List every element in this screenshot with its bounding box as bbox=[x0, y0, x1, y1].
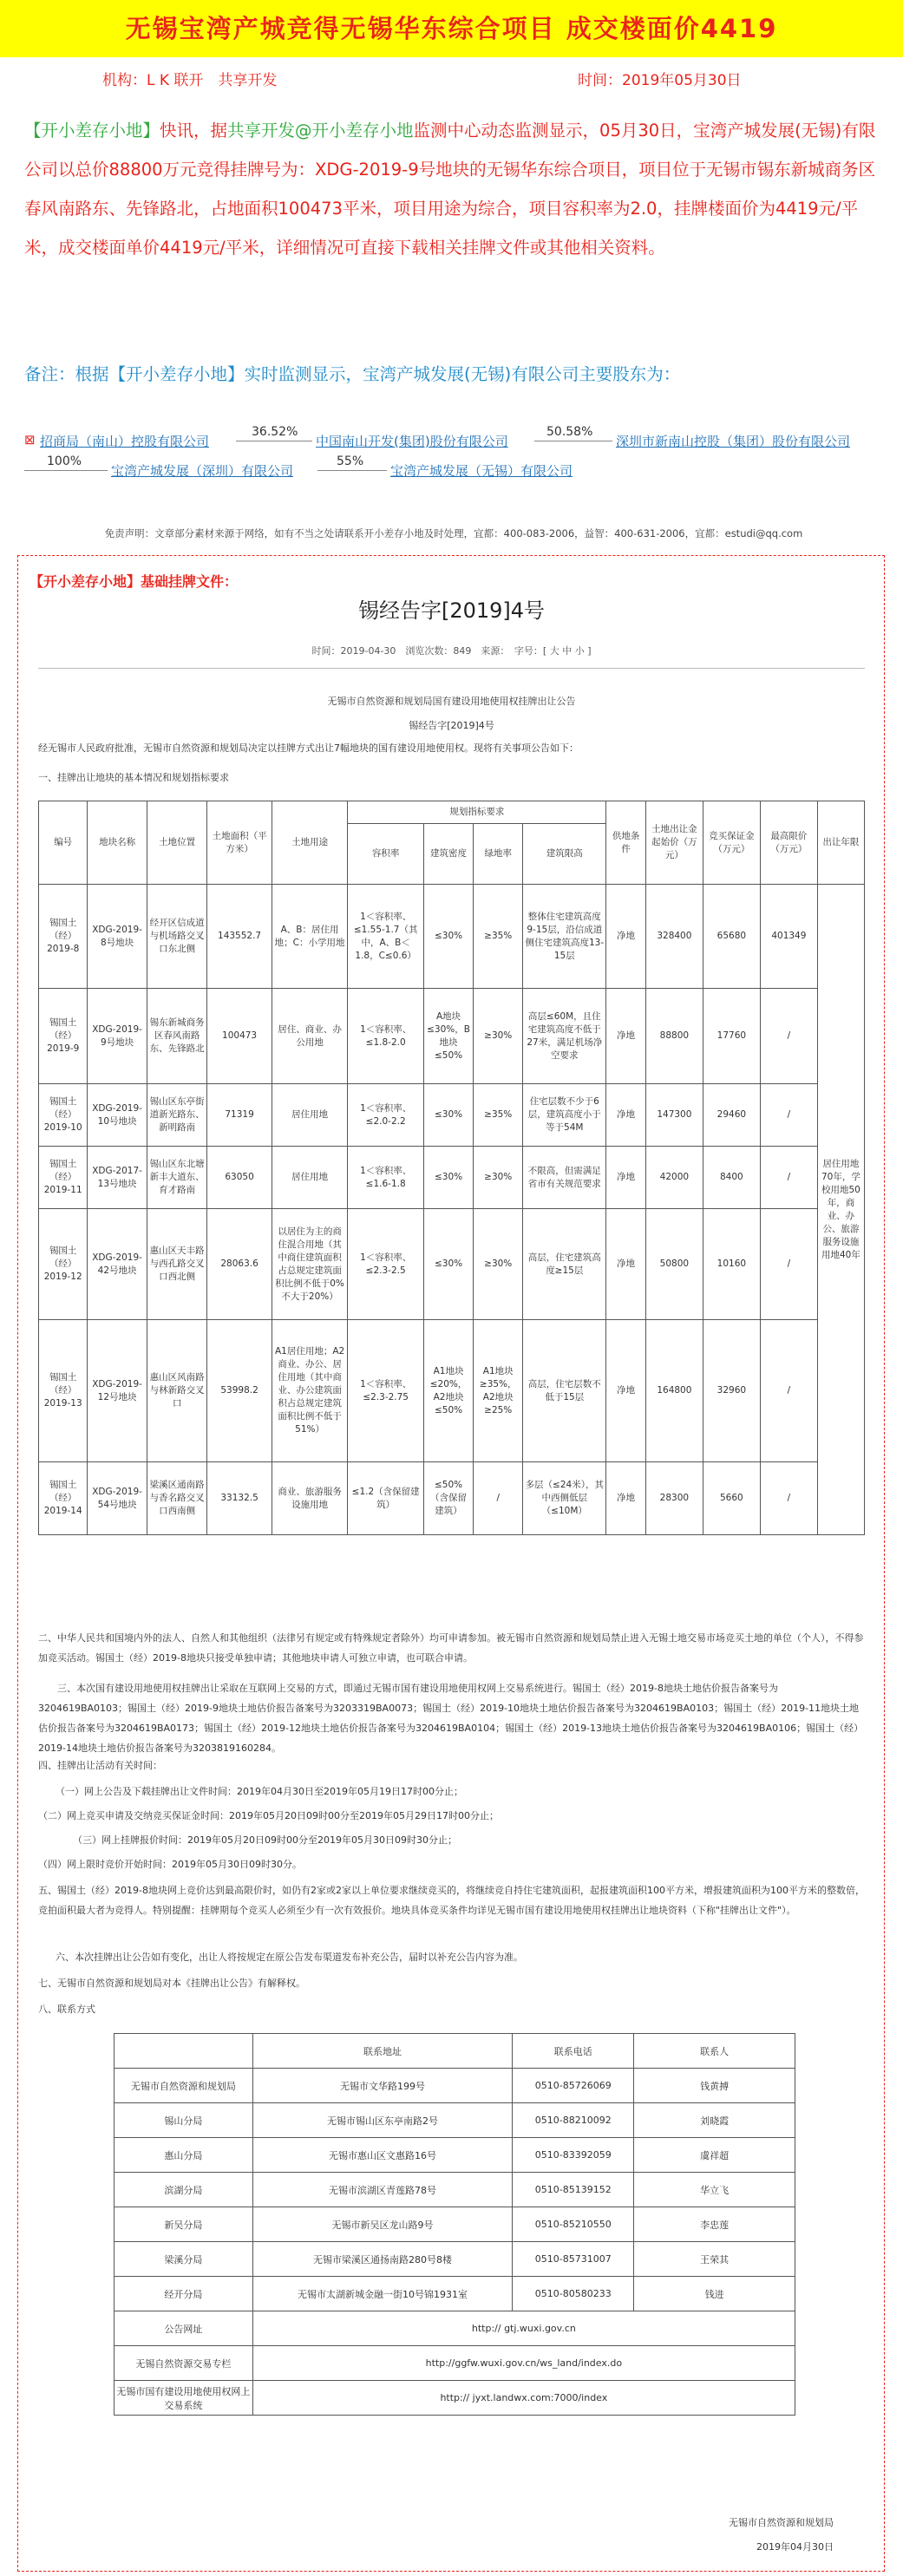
cell: ≥30% bbox=[474, 1209, 523, 1320]
cell: 50800 bbox=[645, 1209, 703, 1320]
cell: 净地 bbox=[606, 1320, 646, 1462]
cell: ≤50%（含保留建筑） bbox=[423, 1462, 473, 1535]
cell: / bbox=[760, 1147, 817, 1209]
cell: 净地 bbox=[606, 885, 646, 989]
cell: ≤30% bbox=[423, 885, 473, 989]
cell: 商业、旅游服务设施用地 bbox=[272, 1462, 348, 1535]
cell: ≥30% bbox=[474, 1147, 523, 1209]
company-5-link[interactable]: 宝湾产城发展（无锡）有限公司 bbox=[390, 463, 573, 479]
cell: XDG-2019-10号地块 bbox=[88, 1084, 147, 1147]
cell: 147300 bbox=[645, 1084, 703, 1147]
doc-intro: 经无锡市人民政府批准，无锡市自然资源和规划局决定以挂牌方式出让7幅地块的国有建设用地使用权。现将有关事项公告如下： bbox=[38, 742, 579, 754]
time-4: （四）网上限时竞价开始时间：2019年05月30日09时30分。 bbox=[38, 1859, 302, 1870]
cell: 无锡市太湖新城金融一街10号锦1931室 bbox=[252, 2277, 513, 2311]
cell: 5660 bbox=[703, 1462, 760, 1535]
cell: 经开区信成道与机场路交叉口东北侧 bbox=[147, 885, 207, 989]
cell: 新吴分局 bbox=[115, 2207, 253, 2242]
doc-meta: 时间：2019-04-30 浏览次数：849 来源： 字号：[ 大 中 小 ] bbox=[311, 645, 592, 657]
doc-title: 锡经告字[2019]4号 bbox=[357, 598, 546, 623]
logo-icon: ⊠ bbox=[24, 432, 36, 448]
cell: 0510-83392059 bbox=[513, 2138, 634, 2173]
cell: 居住用地 bbox=[272, 1147, 348, 1209]
lead-text-1: 快讯，据 bbox=[160, 121, 228, 141]
cell: 42000 bbox=[645, 1147, 703, 1209]
cell: 李忠莲 bbox=[634, 2207, 795, 2242]
section-6: 六、本次挂牌出让公告如有变化，出让人将按规定在原公告发布渠道发布补充公告，届时以补充公告内容为准。 bbox=[56, 1952, 523, 1963]
cell: 无锡市文华路199号 bbox=[252, 2069, 513, 2103]
cell: 滨湖分局 bbox=[115, 2173, 253, 2207]
lead-source-link[interactable]: 共享开发@开小差存小地 bbox=[227, 121, 414, 141]
cell: 1＜容积率、≤2.3-2.5 bbox=[348, 1209, 424, 1320]
cell: 锡国土（经）2019-8 bbox=[39, 885, 88, 989]
h-name: 地块名称 bbox=[88, 801, 147, 885]
cell: 净地 bbox=[606, 1462, 646, 1535]
cell: 65680 bbox=[703, 885, 760, 989]
table-row bbox=[39, 1320, 865, 1462]
section-5: 五、锡国土（经）2019-8地块网上竞价达到最高限价时，如仍有2家或2家以上单位要求继续竞买的，将继续竞自持住宅建筑面积，起报建筑面积100平方米，增报建筑面积为100平方米的整数倍，竞拍面积最大者为竞得人。特别提醒：挂牌期每个竞买人必须至少有一次有效报价。地块具体竞买条件均详见无锡市国有建设用地使用权挂牌出让地块资料（下称"挂牌出让文件"）。 bbox=[38, 1885, 865, 1916]
pct-4: 55% bbox=[337, 454, 364, 468]
cell: / bbox=[474, 1462, 523, 1535]
cell: 居住、商业、办公用地 bbox=[272, 989, 348, 1084]
cell: 无锡市梁溪区通扬南路280号8楼 bbox=[252, 2242, 513, 2277]
cell: 29460 bbox=[703, 1084, 760, 1147]
cell: 刘晓霞 bbox=[634, 2103, 795, 2138]
h-start: 土地出让金起始价（万元） bbox=[645, 801, 703, 885]
pct-3: 100% bbox=[47, 454, 82, 468]
cell: 1＜容积率、≤2.0-2.2 bbox=[348, 1084, 424, 1147]
h-deposit: 竞买保证金（万元） bbox=[703, 801, 760, 885]
doc-heading: 无锡市自然资源和规划局国有建设用地使用权挂牌出让公告 bbox=[327, 696, 576, 707]
cell: ≥35% bbox=[474, 1084, 523, 1147]
cell: 净地 bbox=[606, 1084, 646, 1147]
contact-row bbox=[115, 2138, 795, 2173]
time-label: 时间：2019年05月30日 bbox=[578, 72, 742, 89]
contact-row bbox=[115, 2242, 795, 2277]
link-row bbox=[115, 2381, 795, 2416]
cell: ≤30% bbox=[423, 1209, 473, 1320]
cell: A、B：居住用地；C：小学用地 bbox=[272, 885, 348, 989]
cell: XDG-2019-54号地块 bbox=[88, 1462, 147, 1535]
cell: 88800 bbox=[645, 989, 703, 1084]
cell: 1＜容积率、≤1.8-2.0 bbox=[348, 989, 424, 1084]
section-7: 七、无锡市自然资源和规划局对本《挂牌出让公告》有解释权。 bbox=[38, 1978, 305, 1989]
contact-row bbox=[115, 2103, 795, 2138]
cell: 净地 bbox=[606, 1147, 646, 1209]
h-area: 土地面积（平方米） bbox=[207, 801, 272, 885]
h-no: 编号 bbox=[39, 801, 88, 885]
cell: 公告网址 bbox=[115, 2311, 253, 2346]
h-years: 出让年限 bbox=[817, 801, 864, 885]
trading-column-link[interactable]: http://ggfw.wuxi.gov.cn/ws_land/index.do bbox=[252, 2346, 795, 2381]
company-3-link[interactable]: 深圳市新南山控股（集团）股份有限公司 bbox=[616, 434, 851, 449]
table-row bbox=[39, 1462, 865, 1535]
cell: 钱进 bbox=[634, 2277, 795, 2311]
cell: 王荣其 bbox=[634, 2242, 795, 2277]
h-use: 土地用途 bbox=[272, 801, 348, 885]
cell: 0510-80580233 bbox=[513, 2277, 634, 2311]
h-far: 容积率 bbox=[348, 824, 424, 885]
frame-title: 【开小差存小地】基础挂牌文件： bbox=[29, 573, 239, 590]
cell: XDG-2019-8号地块 bbox=[88, 885, 147, 989]
page-title: 无锡宝湾产城竞得无锡华东综合项目 成交楼面价4419 bbox=[0, 0, 903, 57]
cell: 8400 bbox=[703, 1147, 760, 1209]
cell: 以居住为主的商住混合用地（其中商住建筑面积占总规定建筑面积比例不低于0%不大于20%） bbox=[272, 1209, 348, 1320]
pct-2: 50.58% bbox=[546, 425, 593, 439]
section-2: 二、中华人民共和国境内外的法人、自然人和其他组织（法律另有规定或有特殊规定者除外）均可申请参加。被无锡市自然资源和规划局禁止进入无锡土地交易市场竞买土地的单位（个人），不得参加竞买活动。锡国土（经）2019-8地块只接受单独申请；其他地块申请人可独立申请，也可联合申请。 bbox=[38, 1632, 864, 1664]
land-table bbox=[38, 801, 865, 1535]
cell: 100473 bbox=[207, 989, 272, 1084]
section-8: 八、联系方式 bbox=[38, 2004, 95, 2015]
link-row bbox=[115, 2346, 795, 2381]
cell: 住宅层数不少于6层，建筑高度小于等于54M bbox=[523, 1084, 606, 1147]
cell: 28300 bbox=[645, 1462, 703, 1535]
company-4-link[interactable]: 宝湾产城发展（深圳）有限公司 bbox=[111, 463, 294, 479]
cell: 锡国土（经）2019-10 bbox=[39, 1084, 88, 1147]
time-3: （三）网上挂牌报价时间：2019年05月20日09时00分至2019年05月30日09时30分止； bbox=[73, 1834, 457, 1846]
cell: A1地块≥35%，A2地块≥25% bbox=[474, 1320, 523, 1462]
lead-text-2: 监测中心动态监测显示，05月30日，宝湾产城发展(无锡)有限公司以总价88800万元竞得挂牌号为：XDG-2019-9号地块的无锡华东综合项目，项目位于无锡市锡东新城商务区春风南路东、先锋路北，占地面积100473平米，项目用途为综合，项目容积率为2.0，挂牌楼面价为4419元/平米，成交楼面单价4419元/平米，详细情况可直接下载相关挂牌文件或其他相关资料。 bbox=[24, 121, 876, 258]
cell: 0510-88210092 bbox=[513, 2103, 634, 2138]
table-row bbox=[39, 1147, 865, 1209]
cell: / bbox=[760, 1320, 817, 1462]
cell: 0510-85139152 bbox=[513, 2173, 634, 2207]
h-plan: 规划指标要求 bbox=[348, 801, 606, 824]
cell: 钱黄搏 bbox=[634, 2069, 795, 2103]
signature-date: 2019年04月30日 bbox=[756, 2541, 834, 2553]
cell: 净地 bbox=[606, 1209, 646, 1320]
h-max: 最高限价（万元） bbox=[760, 801, 817, 885]
cell: ≥30% bbox=[474, 989, 523, 1084]
table-row bbox=[39, 989, 865, 1084]
table-row bbox=[39, 885, 865, 989]
cell: 锡国土（经）2019-14 bbox=[39, 1462, 88, 1535]
cell: 无锡市锡山区东亭南路2号 bbox=[252, 2103, 513, 2138]
cell: 锡国土（经）2019-11 bbox=[39, 1147, 88, 1209]
cell: 无锡市惠山区文惠路16号 bbox=[252, 2138, 513, 2173]
cell: 整体住宅建筑高度9-15层，沿信成道侧住宅建筑高度13-15层 bbox=[523, 885, 606, 989]
cell: 53998.2 bbox=[207, 1320, 272, 1462]
h-height: 建筑限高 bbox=[523, 824, 606, 885]
divider bbox=[38, 668, 865, 669]
company-2-link[interactable]: 中国南山开发(集团)股份有限公司 bbox=[316, 434, 508, 449]
contact-row bbox=[115, 2207, 795, 2242]
cell: 高层，住宅层数不低于15层 bbox=[523, 1320, 606, 1462]
cell: XDG-2017-13号地块 bbox=[88, 1147, 147, 1209]
cell: 无锡自然资源交易专栏 bbox=[115, 2346, 253, 2381]
time-1: （一）网上公告及下载挂牌出让文件时间：2019年04月30日至2019年05月19日17时00分止； bbox=[56, 1786, 463, 1797]
contact-row bbox=[115, 2173, 795, 2207]
cell: XDG-2019-12号地块 bbox=[88, 1320, 147, 1462]
cell: 锡国土（经）2019-13 bbox=[39, 1320, 88, 1462]
h-dens: 建筑密度 bbox=[423, 824, 473, 885]
cell: 401349 bbox=[760, 885, 817, 989]
contact-h1: 联系地址 bbox=[252, 2034, 513, 2069]
cell: 高层，住宅建筑高度≥15层 bbox=[523, 1209, 606, 1320]
table-row bbox=[39, 1084, 865, 1147]
cell: ≤1.2（含保留建筑） bbox=[348, 1462, 424, 1535]
cell: 锡东新城商务区春风南路东、先锋路北 bbox=[147, 989, 207, 1084]
cell: 1＜容积率、≤1.55-1.7（其中，A、B＜1.8，C≤0.6） bbox=[348, 885, 424, 989]
cell: 32960 bbox=[703, 1320, 760, 1462]
doc-subheading: 锡经告字[2019]4号 bbox=[409, 720, 494, 731]
cell: / bbox=[760, 1084, 817, 1147]
section-3: 三、本次国有建设用地使用权挂牌出让采取在互联网上交易的方式，即通过无锡市国有建设用地使用权网上交易系统进行。锡国土（经）2019-8地块土地估价报告备案号为3204619BA0103；锡国土（经）2019-9地块土地估价报告备案号为3203319BA0073；锡国土（经）2019-10地块土地估价报告备案号为3204619BA0103；锡国土（经）2019-11地块土地估价报告备案号为3204619BA0173；锡国土（经）2019-12地块土地估价报告备案号为3204619BA0104；锡国土（经）2019-13地块土地估价报告备案号为3204619BA0106；锡国土（经）2019-14地块土地估价报告备案号为3203819160284。 bbox=[38, 1683, 864, 1754]
cell: 0510-85731007 bbox=[513, 2242, 634, 2277]
cell: 经开分局 bbox=[115, 2277, 253, 2311]
cell: 10160 bbox=[703, 1209, 760, 1320]
h-green: 绿地率 bbox=[474, 824, 523, 885]
h-supply: 供地条件 bbox=[606, 801, 646, 885]
arrow-4 bbox=[317, 470, 387, 471]
cell: 33132.5 bbox=[207, 1462, 272, 1535]
contact-row bbox=[115, 2277, 795, 2311]
cell: XDG-2019-42号地块 bbox=[88, 1209, 147, 1320]
website-link[interactable]: http:// gtj.wuxi.gov.cn bbox=[252, 2311, 795, 2346]
contact-table bbox=[114, 2033, 795, 2416]
section-4: 四、挂牌出让活动有关时间： bbox=[38, 1760, 162, 1771]
table-row bbox=[39, 1209, 865, 1320]
cell: XDG-2019-9号地块 bbox=[88, 989, 147, 1084]
cell: / bbox=[760, 989, 817, 1084]
cell: 143552.7 bbox=[207, 885, 272, 989]
cell: 惠山分局 bbox=[115, 2138, 253, 2173]
cell: 无锡市国有建设用地使用权网上交易系统 bbox=[115, 2381, 253, 2416]
lead-paragraph bbox=[24, 111, 883, 267]
company-1-link[interactable]: 招商局（南山）控股有限公司 bbox=[40, 434, 210, 449]
cell: 锡山分局 bbox=[115, 2103, 253, 2138]
cell: 63050 bbox=[207, 1147, 272, 1209]
cell: 锡山区东北塘新丰大道东、育才路南 bbox=[147, 1147, 207, 1209]
contact-h0 bbox=[115, 2034, 253, 2069]
cell: 328400 bbox=[645, 885, 703, 989]
cell: 17760 bbox=[703, 989, 760, 1084]
cell: 无锡市新吴区龙山路9号 bbox=[252, 2207, 513, 2242]
cell: ≤30% bbox=[423, 1147, 473, 1209]
cell: 锡国土（经）2019-12 bbox=[39, 1209, 88, 1320]
signature-org: 无锡市自然资源和规划局 bbox=[729, 2517, 834, 2528]
cell: 梁溪分局 bbox=[115, 2242, 253, 2277]
cell: 惠山区风南路与林新路交叉口 bbox=[147, 1320, 207, 1462]
disclaimer: 免责声明：文章部分素材来源于网络，如有不当之处请联系开小差存小地及时处理，宜都：400-083-2006，益智：400-631-2006，宜都：estudi@qq.com bbox=[104, 527, 803, 539]
cell: 0510-85726069 bbox=[513, 2069, 634, 2103]
link-row bbox=[115, 2311, 795, 2346]
cell: 71319 bbox=[207, 1084, 272, 1147]
cell: ≥35% bbox=[474, 885, 523, 989]
cell: 1＜容积率、≤2.3-2.75 bbox=[348, 1320, 424, 1462]
cell: 164800 bbox=[645, 1320, 703, 1462]
cell: / bbox=[760, 1209, 817, 1320]
cell: 多层（≤24米），其中西侧低层（≤10M） bbox=[523, 1462, 606, 1535]
cell: 锡国土（经）2019-9 bbox=[39, 989, 88, 1084]
cell-years: 居住用地70年，学校用地50年，商业、办公、旅游服务设施用地40年 bbox=[817, 885, 864, 1535]
cell: 无锡市滨湖区青莲路78号 bbox=[252, 2173, 513, 2207]
cell: 28063.6 bbox=[207, 1209, 272, 1320]
online-system-link[interactable]: http:// jyxt.landwx.com:7000/index bbox=[252, 2381, 795, 2416]
org-label: 机构：L K 联开 共享开发 bbox=[102, 72, 278, 89]
contact-row bbox=[115, 2069, 795, 2103]
cell: 华立飞 bbox=[634, 2173, 795, 2207]
cell: 惠山区天丰路与西孔路交叉口西北侧 bbox=[147, 1209, 207, 1320]
cell: 无锡市自然资源和规划局 bbox=[115, 2069, 253, 2103]
cell: 0510-85210550 bbox=[513, 2207, 634, 2242]
cell: 虞祥超 bbox=[634, 2138, 795, 2173]
cell: 梁溪区通南路与香名路交叉口西南侧 bbox=[147, 1462, 207, 1535]
shareholder-note: 备注：根据【开小差存小地】实时监测显示，宝湾产城发展(无锡)有限公司主要股东为： bbox=[24, 364, 681, 384]
cell: 不限高，但需满足省市有关规范要求 bbox=[523, 1147, 606, 1209]
cell: A1地块≤20%，A2地块≤50% bbox=[423, 1320, 473, 1462]
cell: / bbox=[760, 1462, 817, 1535]
arrow-3 bbox=[24, 470, 108, 471]
cell: 居住用地 bbox=[272, 1084, 348, 1147]
pct-1: 36.52% bbox=[252, 425, 298, 439]
cell: 锡山区东亭街道新光路东、新明路南 bbox=[147, 1084, 207, 1147]
cell: ≤30% bbox=[423, 1084, 473, 1147]
time-2: （二）网上竞买申请及交纳竞买保证金时间：2019年05月20日09时00分至2019年05月29日17时00分止； bbox=[38, 1810, 499, 1821]
cell: A地块≤30%，B地块≤50% bbox=[423, 989, 473, 1084]
cell: 净地 bbox=[606, 989, 646, 1084]
lead-tag: 【开小差存小地】 bbox=[24, 121, 160, 141]
cell: 高层≤60M，且住宅建筑高度不低于27米，满足机场净空要求 bbox=[523, 989, 606, 1084]
section-1: 一、挂牌出让地块的基本情况和规划指标要求 bbox=[38, 772, 229, 783]
contact-h2: 联系电话 bbox=[513, 2034, 634, 2069]
cell: A1居住用地；A2商业、办公、居住用地（其中商业、办公建筑面积占总规定建筑面积比例不低于51%） bbox=[272, 1320, 348, 1462]
contact-h3: 联系人 bbox=[634, 2034, 795, 2069]
h-loc: 土地位置 bbox=[147, 801, 207, 885]
cell: 1＜容积率、≤1.6-1.8 bbox=[348, 1147, 424, 1209]
